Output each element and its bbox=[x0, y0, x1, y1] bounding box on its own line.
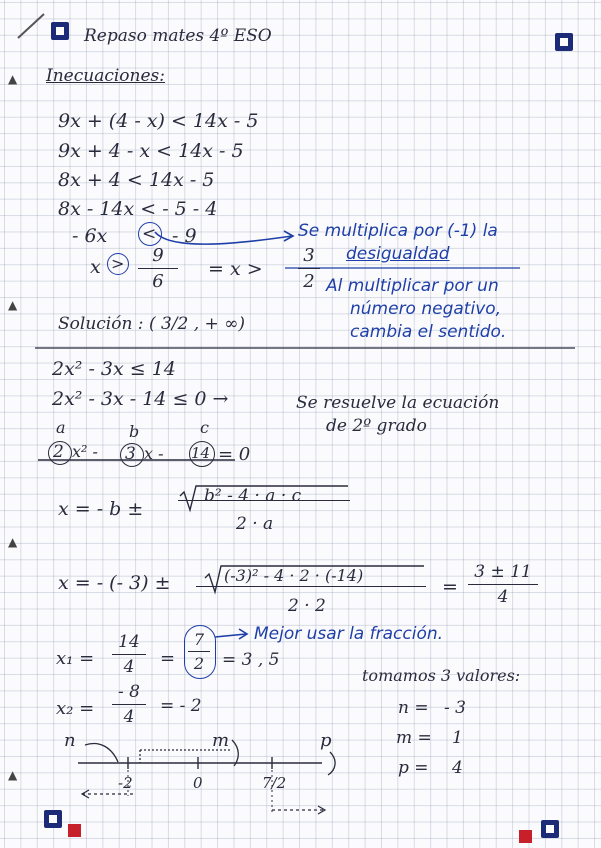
note-arrow bbox=[215, 634, 246, 637]
interval-bracket bbox=[232, 740, 238, 766]
coefficient-label: b bbox=[129, 422, 140, 441]
x-term: x - bbox=[144, 444, 164, 463]
fraction-denominator: 2 bbox=[193, 654, 205, 673]
corner-pencil-stroke bbox=[18, 14, 44, 38]
step6-eq: = x > bbox=[208, 258, 263, 280]
note-line: cambia el sentido. bbox=[350, 322, 507, 342]
x1-lhs: x₁ = bbox=[56, 648, 95, 669]
substitution-root: (-3)² - 4 · 2 · (-14) bbox=[224, 566, 364, 585]
x1-note: Mejor usar la fracción. bbox=[254, 624, 444, 644]
x2-lhs: x₂ = bbox=[56, 698, 95, 719]
fraction-numerator: 14 bbox=[118, 632, 140, 652]
coefficient: 3 bbox=[125, 444, 136, 464]
coefficient: 2 bbox=[53, 442, 64, 462]
fraction-numerator: - 8 bbox=[118, 682, 140, 702]
value-val: - 3 bbox=[444, 698, 466, 718]
inequality-line: 2x² - 3x ≤ 14 bbox=[52, 358, 176, 380]
equation-tail: = 0 bbox=[218, 444, 251, 465]
x2-tail: = - 2 bbox=[160, 696, 202, 716]
inequality-step: 8x + 4 < 14x - 5 bbox=[58, 169, 215, 191]
inequality-step: 9x + 4 - x < 14x - 5 bbox=[58, 140, 244, 162]
quadratic-formula-lhs: x = - b ± bbox=[58, 498, 144, 520]
value-key: p = bbox=[398, 758, 429, 778]
note-line: número negativo, bbox=[350, 299, 502, 319]
step6-x: x bbox=[90, 256, 101, 278]
note-line: Al multiplicar por un bbox=[326, 276, 499, 296]
inequality-line: 2x² - 3x - 14 ≤ 0 → bbox=[52, 388, 229, 410]
value-key: n = bbox=[398, 698, 429, 718]
coefficient-label: c bbox=[200, 418, 209, 437]
fraction bbox=[298, 245, 320, 292]
coefficient: 14 bbox=[191, 444, 211, 462]
value-key: m = bbox=[396, 728, 432, 748]
page-title: Repaso mates 4º ESO bbox=[84, 26, 272, 46]
coefficient-label: a bbox=[56, 418, 66, 437]
section-heading: Inecuaciones: bbox=[46, 66, 165, 86]
substitution-eq: = bbox=[442, 576, 458, 598]
fraction-numerator: 9 bbox=[152, 245, 164, 266]
fraction-numerator: 3 ± 11 bbox=[474, 562, 532, 582]
interval-label: m bbox=[212, 730, 230, 751]
fraction-numerator: 3 bbox=[303, 245, 315, 266]
values-title: tomamos 3 valores: bbox=[362, 666, 521, 685]
substitution-lhs: x = - (- 3) ± bbox=[58, 572, 171, 594]
fraction-denominator: 6 bbox=[152, 271, 164, 292]
x1-tail: = 3 , 5 bbox=[222, 650, 280, 670]
fraction-bar bbox=[178, 500, 350, 501]
value-val: 4 bbox=[452, 758, 463, 778]
inequality-step: 9x + (4 - x) < 14x - 5 bbox=[58, 110, 259, 132]
number-line-tick-label: 0 bbox=[193, 774, 203, 792]
note-line: Se resuelve la ecuación bbox=[296, 393, 500, 413]
inequality-step: 8x - 14x < - 5 - 4 bbox=[58, 198, 218, 220]
quadratic-formula-den: 2 · a bbox=[236, 514, 274, 534]
binder-hole-mark: ▲ bbox=[8, 535, 18, 549]
fraction-bar bbox=[196, 586, 426, 587]
fraction-denominator: 4 bbox=[123, 657, 135, 677]
interval-bracket bbox=[328, 752, 335, 775]
binder-hole-mark: ▲ bbox=[8, 298, 18, 312]
binder-hole-mark: ▲ bbox=[8, 72, 18, 86]
step5-right: - 9 bbox=[172, 225, 197, 247]
note-line: de 2º grado bbox=[326, 416, 427, 436]
fraction-denominator: 4 bbox=[123, 707, 135, 727]
x-squared-term: x² - bbox=[72, 442, 98, 461]
number-line-tick-label: 7/2 bbox=[262, 774, 287, 792]
interval-label: n bbox=[64, 730, 76, 751]
step5-sign: < bbox=[142, 224, 157, 244]
fraction bbox=[112, 682, 146, 727]
fraction bbox=[138, 245, 178, 292]
binder-hole-mark: ▲ bbox=[8, 768, 18, 782]
note-line: Se multiplica por (-1) la bbox=[298, 221, 498, 241]
quadratic-formula-root: b² - 4 · a · c bbox=[204, 486, 302, 506]
fraction-numerator: 7 bbox=[193, 630, 205, 649]
x1-eq: = bbox=[160, 648, 176, 669]
number-line-tick-label: -2 bbox=[118, 774, 133, 792]
step5-left: - 6x bbox=[72, 225, 108, 247]
fraction bbox=[112, 632, 146, 677]
fraction bbox=[468, 562, 538, 607]
step6-sign: > bbox=[111, 254, 125, 273]
fraction-denominator: 2 bbox=[303, 271, 315, 292]
solution: Solución : ( 3/2 , + ∞) bbox=[58, 314, 245, 334]
substitution-den: 2 · 2 bbox=[288, 596, 326, 616]
note-line: desigualdad bbox=[346, 244, 450, 264]
interval-bracket bbox=[85, 744, 118, 762]
value-val: 1 bbox=[452, 728, 463, 748]
fraction-denominator: 4 bbox=[497, 587, 509, 607]
interval-bracket bbox=[140, 750, 230, 763]
fraction bbox=[188, 630, 210, 673]
interval-label: p bbox=[320, 730, 332, 751]
